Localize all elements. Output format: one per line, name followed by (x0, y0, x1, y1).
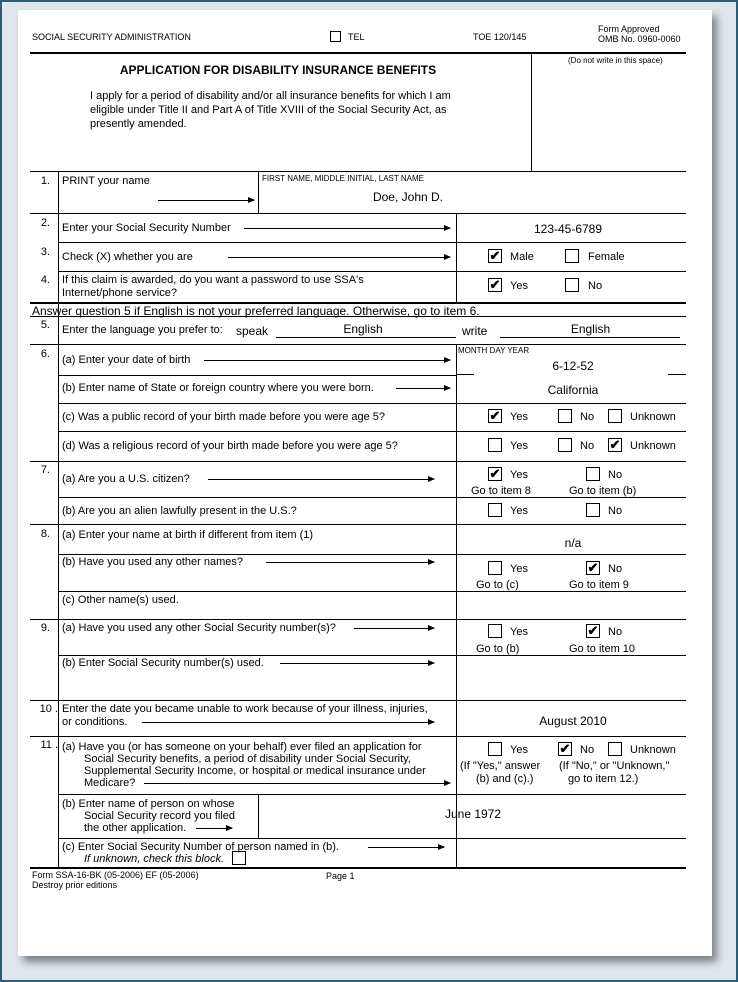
q4-no-checkbox[interactable] (565, 278, 579, 292)
q11a-arrow (144, 783, 450, 784)
q7a-label: (a) Are you a U.S. citizen? (62, 473, 190, 485)
q4-label-2: Internet/phone service? (62, 287, 177, 299)
q9a-no-checkbox[interactable]: ✔ (587, 623, 599, 638)
q4-no-label: No (588, 280, 603, 292)
q7a-no-checkbox[interactable] (586, 467, 600, 481)
q6d-yes-label: Yes (510, 440, 528, 452)
q6b-birthplace-value[interactable]: California (547, 383, 599, 397)
q9a-no-label: No (608, 626, 623, 638)
rule (58, 375, 456, 376)
rule (30, 171, 686, 172)
rule (258, 794, 259, 838)
q11b-person-value[interactable]: June 1972 (444, 807, 502, 821)
q5-instruction: Answer question 5 if English is not your preferred language. Otherwise, go to item 6. (32, 304, 480, 318)
q11c-arrow (368, 847, 444, 848)
q6d-no-label: No (580, 440, 595, 452)
q1-label: PRINT your name (62, 175, 150, 187)
q9b-label: (b) Enter Social Security number(s) used. (62, 657, 264, 669)
q6c-no-label: No (580, 411, 595, 423)
q9b-arrow (280, 663, 434, 664)
header-rule (30, 52, 686, 54)
q8b-no-checkbox[interactable]: ✔ (587, 560, 599, 575)
rule (58, 554, 686, 555)
q7a-arrow (208, 479, 434, 480)
q11b-arrow (196, 828, 232, 829)
q6b-arrow (396, 388, 450, 389)
q7a-yes-checkbox[interactable]: ✔ (489, 466, 501, 481)
q9a-yes-checkbox[interactable] (488, 624, 502, 638)
q4-label-1: If this claim is awarded, do you want a password to use SSA's (62, 274, 364, 286)
q10-label-2: or conditions. (62, 716, 128, 728)
q11a-no-checkbox[interactable]: ✔ (559, 741, 571, 756)
q11-number: 11 . (40, 739, 58, 751)
rule (30, 316, 686, 317)
answer-column-divider (456, 736, 457, 868)
rule (58, 655, 686, 656)
q8b-no-label: No (608, 563, 623, 575)
q6-number: 6. (40, 348, 50, 360)
rule (456, 701, 457, 736)
q6c-no-checkbox[interactable] (558, 409, 572, 423)
q7b-no-label: No (608, 505, 623, 517)
page-number: Page 1 (326, 871, 355, 881)
q8b-no-goto: Go to item 9 (569, 579, 629, 591)
form-approved: Form Approved (598, 24, 660, 34)
q9a-yes-goto: Go to (b) (476, 643, 520, 655)
q8b-yes-goto: Go to (c) (476, 579, 519, 591)
q11a-label-4: Medicare? (84, 777, 136, 789)
q6d-unknown-label: Unknown (630, 440, 676, 452)
q3-number: 3. (40, 246, 50, 258)
rule (276, 337, 456, 338)
q7b-label: (b) Are you an alien lawfully present in the U.S.? (62, 505, 297, 517)
q11a-yes-checkbox[interactable] (488, 742, 502, 756)
q3-arrow (228, 257, 450, 258)
office-box-divider (531, 53, 532, 171)
rule (30, 344, 686, 345)
rule (668, 374, 686, 375)
q6c-yes-checkbox[interactable]: ✔ (489, 408, 501, 423)
rule (58, 838, 686, 839)
q6d-unknown-checkbox[interactable]: ✔ (609, 437, 621, 452)
tel-label: TEL (348, 32, 365, 42)
q4-yes-checkbox[interactable]: ✔ (489, 277, 501, 292)
rule (30, 524, 686, 525)
rule (30, 736, 686, 737)
rule (30, 213, 686, 214)
q2-ssn-value[interactable]: 123-45-6789 (533, 222, 603, 236)
q11a-unknown-label: Unknown (630, 744, 676, 756)
form-page (18, 10, 712, 956)
form-title: APPLICATION FOR DISABILITY INSURANCE BENEFITS (119, 63, 437, 77)
omb-number: OMB No. 0960-0060 (598, 34, 681, 44)
q7b-no-checkbox[interactable] (586, 503, 600, 517)
answer-column-divider (456, 213, 457, 303)
rule (30, 619, 686, 620)
q6a-dob-value[interactable]: 6-12-52 (552, 359, 594, 373)
q7a-yes-label: Yes (510, 469, 528, 481)
toe-code: TOE 120/145 (473, 32, 527, 42)
q9a-label: (a) Have you used any other Social Security number(s)? (62, 622, 336, 634)
q11c-label-1: (c) Enter Social Security Number of person named in (b). (62, 841, 339, 853)
q11b-label-1: (b) Enter name of person on whose (62, 798, 235, 810)
rule (58, 242, 686, 243)
rule (500, 337, 680, 338)
q1-number: 1. (40, 175, 50, 187)
q8a-birth-name-value[interactable]: n/a (564, 536, 582, 550)
q3-female-checkbox[interactable] (565, 249, 579, 263)
q11a-unknown-checkbox[interactable] (608, 742, 622, 756)
q2-arrow (244, 228, 450, 229)
q11a-label-2: Social Security benefits, a period of disability under Social Security, (84, 753, 411, 765)
q10-number: 10 . (39, 703, 58, 715)
q6c-yes-label: Yes (510, 411, 528, 423)
q8b-arrow (266, 562, 434, 563)
q8b-label: (b) Have you used any other names? (62, 556, 243, 568)
q11b-label-2: Social Security record you filed (84, 810, 236, 822)
intro-line-3: presently amended. (90, 118, 187, 130)
q9a-yes-label: Yes (510, 626, 528, 638)
q7a-yes-goto: Go to item 8 (471, 485, 531, 497)
form-id: Form SSA-16-BK (05-2006) EF (05-2006) (32, 870, 199, 880)
agency-name: SOCIAL SECURITY ADMINISTRATION (32, 32, 191, 42)
q9a-arrow (354, 628, 434, 629)
q11c-label-2: If unknown, check this block. (84, 853, 225, 865)
rule (58, 794, 686, 795)
q7b-yes-checkbox[interactable] (488, 503, 502, 517)
rule (58, 403, 686, 404)
q6c-unknown-label: Unknown (630, 411, 676, 423)
q2-label: Enter your Social Security Number (62, 222, 231, 234)
q9-number: 9. (40, 622, 50, 634)
q11a-yes-note-2: (b) and (c).) (476, 773, 534, 785)
q11a-label-1: (a) Have you (or has someone on your behalf) ever filed an application for (62, 741, 422, 753)
rule (30, 700, 686, 701)
rule (58, 271, 686, 272)
q6d-label: (d) Was a religious record of your birth made before you were age 5? (62, 440, 398, 452)
q3-female-label: Female (588, 251, 625, 263)
q6d-no-checkbox[interactable] (558, 438, 572, 452)
q5-speak-value[interactable]: English (343, 322, 383, 336)
q6b-label: (b) Enter name of State or foreign country where you were born. (62, 382, 374, 394)
q4-number: 4. (40, 274, 50, 286)
q6a-date-header: MONTH DAY YEAR (458, 346, 530, 355)
rule (58, 591, 686, 592)
q1-arrow (158, 200, 254, 201)
rule (456, 374, 474, 375)
q11a-yes-note-1: (If "Yes," answer (460, 760, 541, 772)
q8c-label: (c) Other name(s) used. (62, 594, 179, 606)
destroy-note: Destroy prior editions (32, 880, 118, 890)
intro-line-1: I apply for a period of disability and/or all insurance benefits for which I am (90, 90, 451, 102)
intro-line-2: eligible under Title II and Part A of Title XVIII of the Social Security Act, as (90, 104, 447, 116)
q4-yes-label: Yes (510, 280, 528, 292)
tel-checkbox[interactable] (330, 31, 341, 42)
rule (30, 461, 686, 462)
q8b-yes-checkbox[interactable] (488, 561, 502, 575)
q1-name-value[interactable]: Doe, John D. (372, 190, 444, 204)
q3-label: Check (X) whether you are (62, 251, 193, 263)
rule (58, 497, 686, 498)
q7-number: 7. (40, 464, 50, 476)
q11c-unknown-checkbox[interactable] (232, 851, 246, 865)
q11a-label-3: Supplemental Security Income, or hospital or medical insurance under (84, 765, 426, 777)
rule (30, 867, 686, 869)
q5-write-value[interactable]: English (570, 322, 611, 336)
q11a-no-label: No (580, 744, 595, 756)
q10-onset-value[interactable]: August 2010 (539, 714, 607, 728)
q7a-no-goto: Go to item (b) (569, 485, 637, 497)
q8-number: 8. (40, 528, 50, 540)
q5-speak-label: speak (236, 324, 269, 338)
q3-male-label: Male (510, 251, 534, 263)
q10-arrow (142, 722, 434, 723)
q5-label: Enter the language you prefer to: (62, 324, 223, 336)
q7a-no-label: No (608, 469, 623, 481)
q6a-arrow (204, 360, 450, 361)
rule (58, 431, 686, 432)
q6c-label: (c) Was a public record of your birth made before you were age 5? (62, 411, 386, 423)
rule (258, 171, 259, 213)
q10-label-1: Enter the date you became unable to work because of your illness, injuries, (62, 703, 428, 715)
q8b-yes-label: Yes (510, 563, 528, 575)
q5-write-label: write (462, 324, 488, 338)
q11a-no-note-2: go to item 12.) (568, 773, 639, 785)
q2-number: 2. (40, 217, 50, 229)
do-not-write-note: (Do not write in this space) (568, 56, 663, 65)
q7b-yes-label: Yes (510, 505, 528, 517)
q11a-no-note-1: (If "No," or "Unknown," (559, 760, 670, 772)
q6c-unknown-checkbox[interactable] (608, 409, 622, 423)
q5-number: 5. (40, 319, 50, 331)
q11b-label-3: the other application. (84, 822, 187, 834)
number-column-divider (58, 171, 59, 868)
q3-male-checkbox[interactable]: ✔ (489, 248, 501, 263)
q9a-no-goto: Go to item 10 (569, 643, 636, 655)
q6a-label: (a) Enter your date of birth (62, 354, 191, 366)
q8a-label: (a) Enter your name at birth if different from item (1) (62, 529, 314, 541)
answer-column-divider (456, 344, 457, 701)
q6d-yes-checkbox[interactable] (488, 438, 502, 452)
q1-sublabel: FIRST NAME, MIDDLE INITIAL, LAST NAME (262, 174, 424, 183)
q11a-yes-label: Yes (510, 744, 528, 756)
